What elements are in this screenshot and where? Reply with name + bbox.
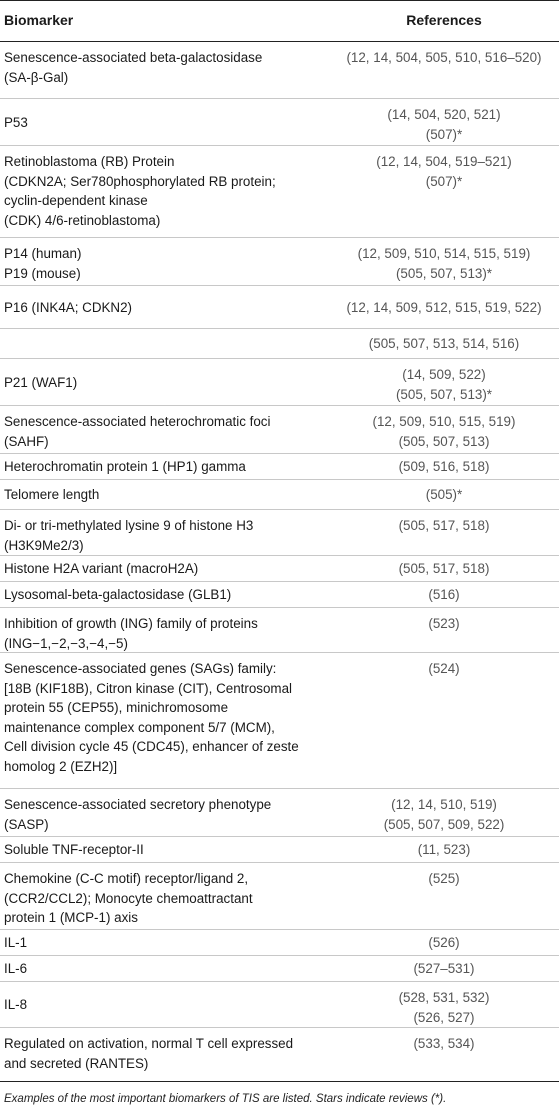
table-footnote: Examples of the most important biomarkers of TIS are listed. Stars indicate reviews (*). bbox=[4, 1093, 447, 1105]
reference-line: (11, 523) bbox=[417, 842, 471, 858]
biomarker-cell bbox=[4, 1034, 326, 1073]
reference-line: (533, 534) bbox=[413, 1036, 475, 1051]
references-cell bbox=[333, 585, 555, 605]
table-row bbox=[0, 480, 559, 510]
biomarker-line: (H3K9Me2/3) bbox=[4, 537, 84, 553]
references-cell bbox=[333, 412, 555, 451]
biomarker-cell bbox=[4, 959, 326, 979]
references-cell bbox=[333, 48, 555, 68]
biomarker-cell bbox=[4, 152, 326, 230]
reference-line: (528, 531, 532) bbox=[398, 990, 490, 1005]
reference-line: (505, 507, 509, 522) bbox=[383, 816, 505, 832]
table-row bbox=[0, 238, 559, 286]
reference-line: (12, 14, 504, 505, 510, 516–520) bbox=[346, 50, 542, 65]
table-row bbox=[0, 653, 559, 789]
reference-line: (14, 509, 522) bbox=[402, 367, 486, 382]
reference-line: (523) bbox=[428, 616, 460, 631]
references-cell bbox=[333, 840, 555, 860]
biomarker-line: P21 (WAF1) bbox=[4, 374, 78, 390]
biomarker-line: (ING−1,−2,−3,−4,−5) bbox=[4, 635, 128, 651]
biomarker-line: (SAHF) bbox=[4, 433, 49, 449]
biomarker-line: Lysosomal-beta-galactosidase (GLB1) bbox=[4, 587, 232, 603]
biomarker-cell bbox=[4, 516, 326, 555]
references-cell bbox=[333, 485, 555, 505]
biomarker-line: P19 (mouse) bbox=[4, 265, 81, 281]
biomarker-line: (SA-β-Gal) bbox=[4, 69, 69, 85]
biomarker-line: Chemokine (C-C motif) receptor/ligand 2, bbox=[4, 871, 249, 886]
biomarker-line: Regulated on activation, normal T cell expressed bbox=[4, 1036, 294, 1051]
biomarker-line: protein 1 (MCP-1) axis bbox=[4, 910, 138, 925]
table-row bbox=[0, 789, 559, 837]
biomarker-line: (SASP) bbox=[4, 816, 49, 832]
references-cell bbox=[333, 869, 555, 889]
reference-line: (12, 14, 509, 512, 515, 519, 522) bbox=[346, 299, 542, 315]
references-cell bbox=[333, 457, 555, 477]
references-cell bbox=[333, 559, 555, 579]
table-row bbox=[0, 1028, 559, 1082]
biomarker-line: cyclin-dependent kinase bbox=[4, 193, 148, 208]
biomarker-line: Senescence-associated genes (SAGs) family: bbox=[4, 661, 277, 676]
table-row bbox=[0, 286, 559, 329]
biomarker-line: Histone H2A variant (macroH2A) bbox=[4, 561, 199, 577]
biomarker-cell bbox=[4, 659, 326, 776]
references-cell bbox=[333, 105, 555, 144]
biomarker-line: (CCR2/CCL2); Monocyte chemoattractant bbox=[4, 890, 253, 906]
references-cell bbox=[333, 795, 555, 834]
biomarker-line: Cell division cycle 45 (CDC45), enhancer of zeste bbox=[4, 739, 299, 754]
reference-line: (505)* bbox=[425, 487, 463, 503]
table-row bbox=[0, 42, 559, 99]
table-row bbox=[0, 582, 559, 608]
biomarker-cell bbox=[4, 298, 326, 318]
references-cell bbox=[333, 959, 555, 979]
biomarker-cell bbox=[4, 995, 326, 1015]
biomarker-cell bbox=[4, 614, 326, 653]
reference-line: (12, 14, 510, 519) bbox=[391, 797, 497, 812]
table-row bbox=[0, 608, 559, 653]
biomarker-cell bbox=[4, 48, 326, 87]
biomarker-cell bbox=[4, 933, 326, 953]
biomarker-line: protein 55 (CEP55), minichromosome bbox=[4, 700, 229, 715]
reference-line: (527–531) bbox=[413, 961, 475, 977]
column-header-biomarker: Biomarker bbox=[4, 12, 74, 28]
table-row bbox=[0, 510, 559, 556]
references-cell bbox=[333, 298, 555, 318]
table-row bbox=[0, 956, 559, 982]
reference-line: (505, 517, 518) bbox=[398, 518, 490, 533]
reference-line: (505, 517, 518) bbox=[398, 561, 490, 577]
table-row bbox=[0, 454, 559, 480]
references-cell bbox=[333, 1034, 555, 1054]
references-cell bbox=[333, 614, 555, 634]
references-cell bbox=[333, 659, 555, 679]
biomarker-line: (CDK) 4/6-retinoblastoma) bbox=[4, 212, 161, 228]
table-header bbox=[0, 0, 559, 42]
biomarker-line: homolog 2 (EZH2)] bbox=[4, 758, 118, 774]
biomarker-cell bbox=[4, 412, 326, 451]
table-row bbox=[0, 556, 559, 582]
reference-line: (12, 14, 504, 519–521) bbox=[376, 154, 512, 169]
table-row bbox=[0, 359, 559, 406]
biomarker-line: (CDKN2A; Ser780phosphorylated RB protein; bbox=[4, 173, 276, 189]
references-cell bbox=[333, 933, 555, 953]
reference-line: (526) bbox=[428, 935, 460, 951]
reference-line: (505, 507, 513, 514, 516) bbox=[368, 336, 520, 352]
reference-line: (524) bbox=[428, 661, 460, 676]
biomarker-line: P53 bbox=[4, 114, 28, 130]
reference-line: (12, 509, 510, 514, 515, 519) bbox=[357, 246, 531, 261]
table-row bbox=[0, 982, 559, 1028]
biomarker-cell bbox=[4, 869, 326, 928]
biomarker-line: P16 (INK4A; CDKN2) bbox=[4, 299, 132, 315]
biomarker-cell bbox=[4, 795, 326, 834]
reference-line: (14, 504, 520, 521) bbox=[387, 107, 501, 122]
reference-line: (507)* bbox=[425, 126, 463, 142]
biomarker-line: Soluble TNF-receptor-II bbox=[4, 842, 144, 858]
biomarker-cell bbox=[4, 559, 326, 579]
reference-line: (505, 507, 513)* bbox=[395, 265, 493, 281]
references-cell bbox=[333, 988, 555, 1027]
biomarker-line: Senescence-associated heterochromatic foci bbox=[4, 414, 271, 429]
reference-line: (509, 516, 518) bbox=[398, 459, 490, 475]
biomarker-line: Senescence-associated beta-galactosidase bbox=[4, 50, 263, 65]
table-row bbox=[0, 329, 559, 359]
biomarker-line: IL-6 bbox=[4, 961, 28, 977]
biomarker-line: Telomere length bbox=[4, 487, 100, 503]
biomarker-cell bbox=[4, 485, 326, 505]
biomarker-line: Di- or tri-methylated lysine 9 of histone H3 bbox=[4, 518, 254, 533]
reference-line: (12, 509, 510, 515, 519) bbox=[372, 414, 516, 429]
table-row bbox=[0, 863, 559, 930]
references-cell bbox=[333, 152, 555, 191]
biomarker-cell bbox=[4, 244, 326, 283]
reference-line: (505, 507, 513)* bbox=[395, 386, 493, 402]
biomarker-line: [18B (KIF18B), Citron kinase (CIT), Centrosomal bbox=[4, 680, 292, 696]
biomarker-cell bbox=[4, 113, 326, 133]
reference-line: (516) bbox=[428, 587, 460, 603]
biomarker-cell bbox=[4, 840, 326, 860]
biomarker-line: Inhibition of growth (ING) family of proteins bbox=[4, 616, 258, 631]
biomarker-cell bbox=[4, 457, 326, 477]
reference-line: (526, 527) bbox=[413, 1009, 475, 1025]
table-row bbox=[0, 99, 559, 146]
references-cell bbox=[333, 365, 555, 404]
biomarker-line: P14 (human) bbox=[4, 246, 82, 261]
references-cell bbox=[333, 334, 555, 354]
table-row bbox=[0, 837, 559, 863]
biomarker-line: IL-1 bbox=[4, 935, 28, 951]
biomarker-cell bbox=[4, 373, 326, 393]
biomarker-cell bbox=[4, 585, 326, 605]
biomarker-line: IL-8 bbox=[4, 997, 28, 1013]
reference-line: (525) bbox=[428, 871, 460, 886]
table-row bbox=[0, 930, 559, 956]
references-cell bbox=[333, 244, 555, 283]
column-header-references: References bbox=[406, 12, 482, 28]
biomarker-line: Retinoblastoma (RB) Protein bbox=[4, 154, 175, 169]
biomarker-line: and secreted (RANTES) bbox=[4, 1055, 149, 1071]
table-row bbox=[0, 406, 559, 454]
reference-line: (505, 507, 513) bbox=[398, 433, 490, 449]
biomarker-line: maintenance complex component 5/7 (MCM), bbox=[4, 719, 275, 735]
table-row bbox=[0, 146, 559, 238]
references-cell bbox=[333, 516, 555, 536]
biomarker-line: Senescence-associated secretory phenotype bbox=[4, 797, 272, 812]
biomarker-line: Heterochromatin protein 1 (HP1) gamma bbox=[4, 459, 246, 475]
reference-line: (507)* bbox=[425, 173, 463, 189]
